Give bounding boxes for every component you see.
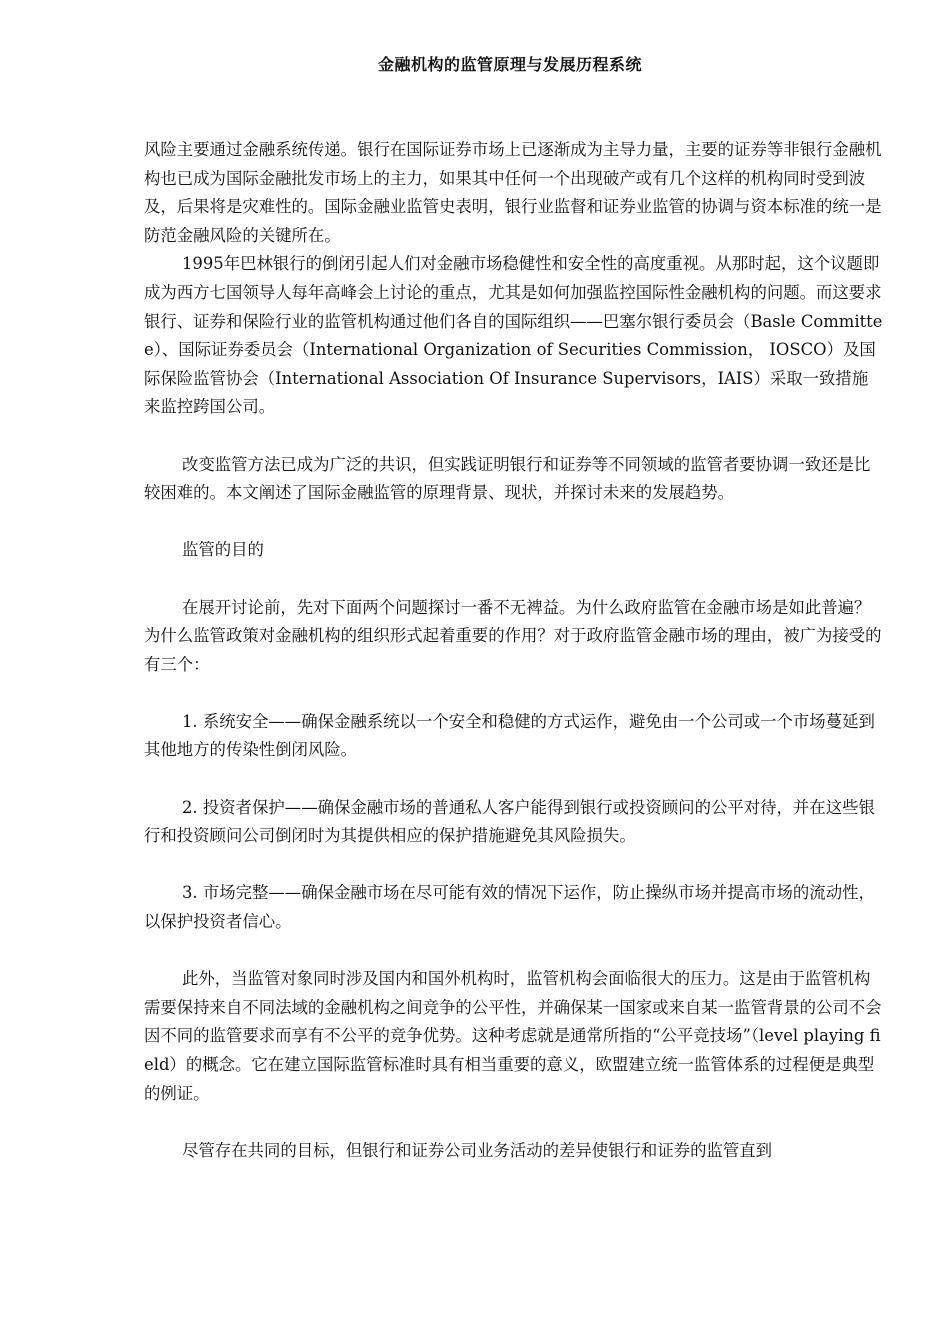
paragraph-5: 此外，当监管对象同时涉及国内和国外机构时，监管机构会面临很大的压力。这是由于监管机构需要保持来自不同法域的金融机构之间竞争的公平性，并确保某一国家或来自某一监管背景的公司不会因不同的监管要求而享有不公平的竞争优势。这种考虑就是通常所指的“公平竞技场”（level playing field）的概念。它在建立国际监管标准时具有相当重要的意义，欧盟建立统一监管体系的过程便是典型的例证。 bbox=[144, 969, 882, 1103]
paragraph-gap bbox=[144, 422, 884, 451]
paragraph-6: 尽管存在共同的目标，但银行和证券公司业务活动的差异使银行和证券的监管直到 bbox=[182, 1140, 773, 1160]
paragraph-gap bbox=[144, 851, 884, 880]
section-heading: 监管的目的 bbox=[182, 540, 264, 560]
page-title: 金融机构的监管原理与发展历程系统 bbox=[377, 55, 642, 74]
paragraph-gap bbox=[144, 765, 884, 794]
document-body bbox=[144, 136, 884, 1165]
paragraph-gap bbox=[144, 508, 884, 537]
paragraph-2: 1995年巴林银行的倒闭引起人们对金融市场稳健性和安全性的高度重视。从那时起，这个议题即成为西方七国领导人每年高峰会上讨论的重点，尤其是如何加强监控国际性金融机构的问题。而这要求银行、证券和保险行业的监管机构通过他们各自的国际组织——巴塞尔银行委员会（Basle Committee）、国际证券委员会（International Organization of Securities Commission， IOSCO）及国际保险监管协会（International Association Of Insurance Supervisors，IAIS）采取一致措施来监控跨国公司。 bbox=[144, 254, 883, 417]
paragraph-gap bbox=[144, 679, 884, 708]
paragraph-3: 改变监管方法已成为广泛的共识，但实践证明银行和证券等不同领域的监管者要协调一致还是比较困难的。本文阐述了国际金融监管的原理背景、现状，并探讨未来的发展趋势。 bbox=[144, 454, 871, 503]
list-item-3: 3. 市场完整——确保金融市场在尽可能有效的情况下运作，防止操纵市场并提高市场的流动性，以保护投资者信心。 bbox=[144, 883, 875, 932]
list-item-2: 2. 投资者保护——确保金融市场的普通私人客户能得到银行或投资顾问的公平对待，并在这些银行和投资顾问公司倒闭时为其提供相应的保护措施避免其风险损失。 bbox=[144, 797, 875, 846]
paragraph-gap bbox=[144, 937, 884, 966]
list-item-1: 1. 系统安全——确保金融系统以一个安全和稳健的方式运作，避免由一个公司或一个市场蔓延到其他地方的传染性倒闭风险。 bbox=[144, 711, 875, 760]
paragraph-4: 在展开讨论前，先对下面两个问题探讨一番不无裨益。为什么政府监管在金融市场是如此普遍？为什么监管政策对金融机构的组织形式起着重要的作用？对于政府监管金融市场的理由，被广为接受的有三个： bbox=[144, 597, 882, 674]
paragraph-gap bbox=[144, 1108, 884, 1137]
paragraph-gap bbox=[144, 565, 884, 594]
paragraph-1: 风险主要通过金融系统传递。银行在国际证券市场上已逐渐成为主导力量，主要的证券等非银行金融机构也已成为国际金融批发市场上的主力，如果其中任何一个出现破产或有几个这样的机构同时受到波及，后果将是灾难性的。国际金融业监管史表明，银行业监督和证券业监管的协调与资本标准的统一是防范金融风险的关键所在。 bbox=[144, 140, 882, 245]
